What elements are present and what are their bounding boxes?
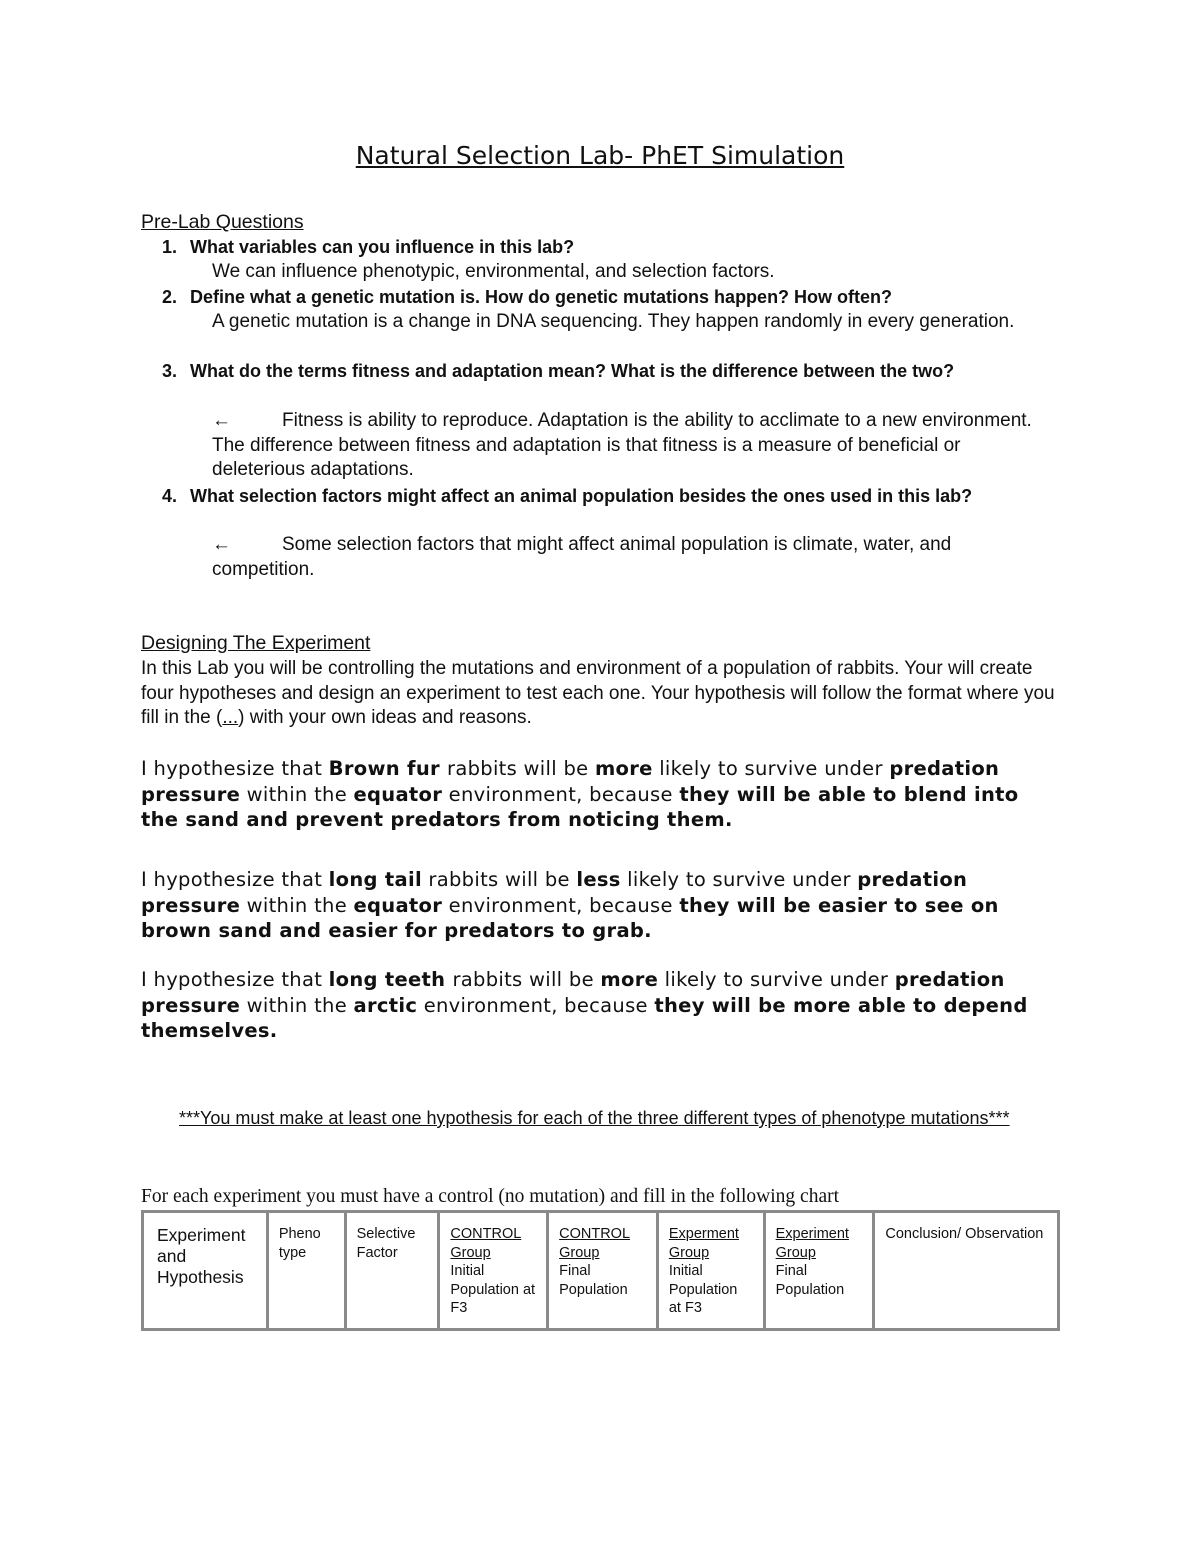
design-intro xyxy=(141,657,1056,731)
hyp-text: environment, because xyxy=(442,782,680,806)
hypothesis-3 xyxy=(141,967,1056,1044)
answer-text: Fitness is ability to reproduce. Adaptation is the ability to acclimate to a new environment. The difference between fitness and adaptation is that fitness is a measure of beneficial or deleterious adaptations. xyxy=(212,410,1032,480)
question-text: Define what a genetic mutation is. How do genetic mutations happen? How often? xyxy=(190,287,893,307)
question-number: 3. xyxy=(162,361,178,381)
answer-3 xyxy=(212,409,1052,483)
hyp-text: environment, because xyxy=(442,893,680,917)
hypothesis-1 xyxy=(141,756,1056,833)
hyp-trait: long tail xyxy=(328,868,422,891)
hyp-text: likely to survive under xyxy=(652,757,890,780)
answer-text: Some selection factors that might affect animal population is climate, water, and competition. xyxy=(212,534,952,580)
table-header-cell xyxy=(143,1212,268,1330)
table-header-cell xyxy=(764,1212,874,1330)
hyp-text: within the xyxy=(240,993,354,1017)
table-header-cell xyxy=(439,1212,548,1330)
hyp-reason: they will be easier to see on brown sand and easier for predators to grab. xyxy=(141,893,999,942)
hyp-text: likely to survive under xyxy=(620,868,858,891)
header-text: Conclusion/ Observation xyxy=(885,1226,1044,1242)
header-group: Experiment Group xyxy=(775,1226,849,1261)
arrow-icon: ← xyxy=(212,410,231,431)
header-text: Final Population xyxy=(775,1263,845,1298)
header-group: CONTROL Group xyxy=(450,1226,522,1261)
hyp-likelihood: less xyxy=(576,868,621,891)
table-header-cell xyxy=(548,1212,658,1330)
header-text: Final Population xyxy=(559,1263,628,1298)
hyp-factor: predation pressure xyxy=(141,868,968,917)
hypothesis-note xyxy=(141,1107,1011,1129)
hyp-text: environment, because xyxy=(417,993,655,1017)
design-intro-end: ) with your own ideas and reasons. xyxy=(238,707,532,728)
answer-1: We can influence phenotypic, environmental, and selection factors. xyxy=(212,261,775,282)
question-3 xyxy=(162,359,1062,384)
page-title: Natural Selection Lab- PhET Simulation xyxy=(355,141,845,170)
hyp-text: within the xyxy=(240,782,354,806)
header-text: Initial Population at F3 xyxy=(668,1263,738,1316)
hyp-environment: equator xyxy=(353,782,443,806)
hyp-likelihood: more xyxy=(594,757,653,780)
hyp-text: I hypothesize that xyxy=(141,757,329,780)
hyp-text: I hypothesize that xyxy=(141,968,329,991)
question-4 xyxy=(162,484,1062,509)
design-heading: Designing The Experiment xyxy=(141,632,371,654)
header-text: Experiment and Hypothesis xyxy=(157,1225,246,1287)
question-number: 2. xyxy=(162,287,178,307)
answer-2: A genetic mutation is a change in DNA sequencing. They happen randomly in every generation. xyxy=(212,311,1015,332)
question-text: What variables can you influence in this lab? xyxy=(190,237,575,257)
hyp-trait: Brown fur xyxy=(328,757,448,780)
header-text: Selective Factor xyxy=(356,1226,416,1261)
hypothesis-2 xyxy=(141,867,1056,944)
arrow-icon: ← xyxy=(212,534,231,555)
question-number: 4. xyxy=(162,486,178,506)
question-text: What do the terms fitness and adaptation mean? What is the difference between the two? xyxy=(190,361,955,381)
chart-intro: For each experiment you must have a control (no mutation) and fill in the following chart xyxy=(141,1186,840,1207)
hyp-trait: long teeth xyxy=(328,968,453,991)
experiment-table xyxy=(141,1210,1060,1331)
table-header-row xyxy=(143,1212,1059,1330)
hyp-environment: equator xyxy=(353,893,443,917)
design-intro-blank: ... xyxy=(222,707,239,728)
question-1 xyxy=(162,235,1062,260)
hyp-factor: predation pressure xyxy=(141,757,1000,806)
hyp-factor: predation pressure xyxy=(141,968,1005,1017)
question-text: What selection factors might affect an animal population besides the ones used in this lab? xyxy=(190,486,973,506)
hyp-text: I hypothesize that xyxy=(141,868,329,891)
hyp-reason: they will be more able to depend themselves. xyxy=(141,993,1028,1042)
hyp-text: likely to survive under xyxy=(658,968,895,991)
table-header-cell xyxy=(345,1212,439,1330)
table-header-cell xyxy=(874,1212,1059,1330)
header-text: Pheno type xyxy=(278,1226,321,1261)
hyp-text: rabbits will be xyxy=(421,868,577,891)
header-group: Experment Group xyxy=(668,1226,739,1261)
header-group: CONTROL Group xyxy=(559,1226,631,1261)
prelab-heading: Pre-Lab Questions xyxy=(141,211,304,233)
table-header-cell xyxy=(267,1212,345,1330)
answer-4 xyxy=(212,533,1052,582)
question-2 xyxy=(162,285,1062,310)
note-text: ***You must make at least one hypothesis for each of the three different types of phenotype mutations*** xyxy=(179,1108,1010,1128)
hyp-environment: arctic xyxy=(353,993,418,1017)
hyp-text: rabbits will be xyxy=(447,757,595,780)
hyp-reason: they will be able to blend into the sand and prevent predators from noticing them. xyxy=(141,782,1019,831)
hyp-text: within the xyxy=(240,893,354,917)
hyp-likelihood: more xyxy=(600,968,659,991)
hyp-text: rabbits will be xyxy=(452,968,601,991)
question-number: 1. xyxy=(162,237,178,257)
table-header-cell xyxy=(657,1212,764,1330)
design-intro-text: In this Lab you will be controlling the mutations and environment of a population of rabbits. Your will create four hypotheses and design an experiment to test each one. Your hypothesis will follow the format where you fill in the ( xyxy=(141,658,1055,728)
header-text: Initial Population at F3 xyxy=(450,1263,536,1316)
